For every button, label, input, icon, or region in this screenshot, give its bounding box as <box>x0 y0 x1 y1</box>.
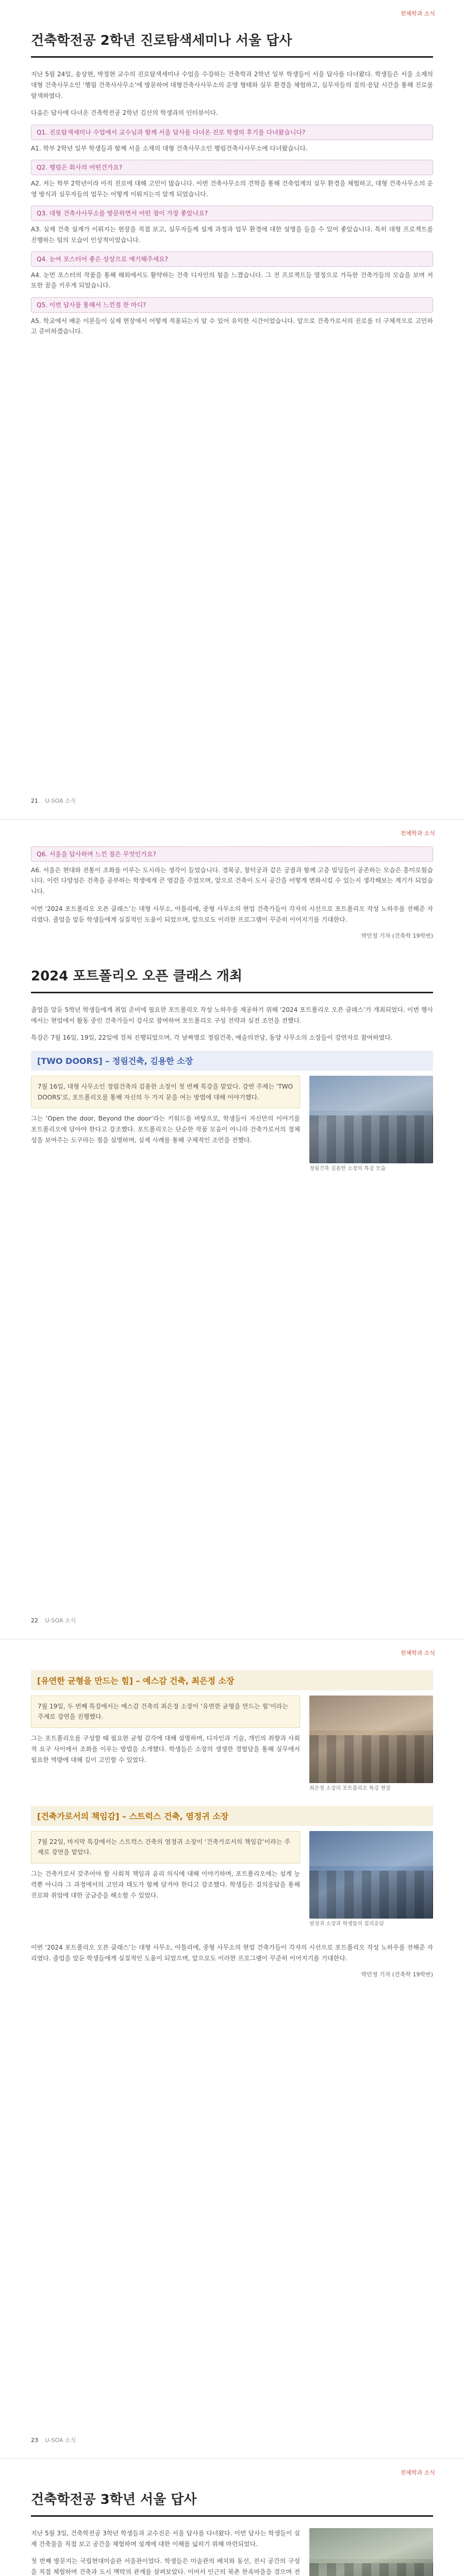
section-paragraph: 그는 포트폴리오를 구성할 때 필요한 균형 감각에 대해 설명하며, 디자인과 기술, 개인의 취향과 사회적 요구 사이에서 조화를 이루는 방법을 소개했다. 학생들은 소장의 생생한 경험담을 통해 실무에서 필요한 역량에 대해 깊이 고민할 수 있었다. <box>31 1734 300 1764</box>
section-lead: 7월 22일, 마지막 특강에서는 스트럭스 건축의 염정귀 소장이 ‘건축가로서의 책임감’이라는 주제로 강연을 맡았다. <box>31 1831 300 1863</box>
section-text <box>31 1831 300 1907</box>
answer: A5. 학교에서 배운 이론들이 실제 현장에서 어떻게 적용되는지 알 수 있어 유익한 시간이었습니다. 앞으로 건축가로서의 진로를 더 구체적으로 고민하고 준비하겠습니다. <box>31 317 433 335</box>
photo-block <box>309 1076 433 1179</box>
page-number: 21 <box>31 798 38 804</box>
question: Q2. 행림은 회사의 어떤건가요? <box>31 160 433 175</box>
section-heading: [유연한 균형을 만드는 힘] – 예스감 건축, 최은정 소장 <box>31 1670 433 1690</box>
answer: A6. 서울은 현대와 전통이 조화를 이루는 도시라는 생각이 들었습니다. 경복궁, 창덕궁과 같은 궁궐과 함께 고층 빌딩들이 공존하는 모습은 흥미로웠습니다. 이런 다양성은 건축을 공부하는 학생에게 큰 영감을 주었으며, 앞으로 건축이 도시 공간을 어떻게 변화시킬 수 있는지 생각해보는 계기가 되었습니다. <box>31 867 433 895</box>
answer: A2. 저는 학부 2학년이라 아직 진로에 대해 고민이 많습니다. 이번 건축사무소의 견학을 통해 건축업계의 실무 환경을 체험하고, 대형 건축사무소의 운영 방식과 실무자들의 업무는 어떻게 이뤄지는지 알게 되었습니다. <box>31 180 433 198</box>
photo-column <box>309 2528 433 2576</box>
answer: A4. 눈먼 포스터의 작품을 통해 해외에서도 활약하는 건축 디자인의 힘을 느꼈습니다. 그 전 프로젝트들 열정으로 가득한 건축가들의 모습을 보며 저 또한 꿈을 키우게 되었습니다. <box>31 271 433 290</box>
section-body <box>31 1696 433 1799</box>
paragraph: 지난 5월 3일, 건축학전공 3학년 학생들과 교수진은 서울 답사를 다녀왔다. 이번 답사는 학생들이 실제 건축물을 직접 보고 공간을 체험하며 설계에 대한 이해를 넓히기 위해 마련되었다. <box>31 2530 300 2548</box>
lecture-photo <box>309 1696 433 1783</box>
photo-caption: 정림건축 김용한 소장의 특강 모습 <box>309 1166 386 1172</box>
article-outro: 이번 ‘2024 포트폴리오 오픈 클래스’는 대형 사무소, 아틀리에, 중형 사무소의 현업 건축가들이 각자의 시선으로 포트폴리오 작성 노하우를 전해준 자리였다. 졸업을 앞둔 학생들에게 실질적인 도움이 되었으며, 앞으로도 이러한 프로그램이 꾸준히 이어지기를 기대한다. <box>31 905 433 924</box>
footer-source: U-SOA 소식 <box>45 798 76 804</box>
photo-caption: 최은정 소장의 포트폴리오 특강 현장 <box>309 1786 391 1791</box>
article-title: 건축학전공 3학년 서울 답사 <box>31 2489 433 2517</box>
section-paragraph: 그는 건축가로서 갖추어야 할 사회적 책임과 윤리 의식에 대해 이야기하며, 포트폴리오에는 설계 능력뿐 아니라 그 과정에서의 고민과 태도가 함께 담겨야 한다고 강조했다. 학생들은 질의응답을 통해 진로와 취업에 대한 궁금증을 해소할 수 있었다. <box>31 1870 300 1899</box>
photo-block <box>309 1696 433 1799</box>
question: Q4. 눈여 포스터어 좋은 상상으로 얘기해주세요? <box>31 251 433 267</box>
article-text <box>31 2528 300 2576</box>
question: Q6. 서울을 답사하며 느낀 점은 무엇인가요? <box>31 846 433 862</box>
article-intro-2: 특강은 7월 16일, 19일, 22일에 걸쳐 진행되었으며, 각 날짜별로 정림건축, 예술의전당, 동양 사무소의 소장들이 강연자로 참여하였다. <box>31 1034 393 1042</box>
section-paragraph: 그는 ‘Open the door, Beyond the door’라는 키워드를 바탕으로, 학생들이 자신만의 이야기를 포트폴리오에 담아야 한다고 강조했다. 포트폴리오는 단순한 작품 모음이 아니라 건축가로서의 정체성을 보여주는 도구라는 점을 설명하며, 실제 사례를 통해 구체적인 조언을 전했다. <box>31 1114 300 1144</box>
section-text <box>31 1076 300 1152</box>
page-24 <box>0 2459 464 2576</box>
article-title: 2024 포트폴리오 오픈 클래스 개최 <box>31 965 433 993</box>
page-footer <box>31 2436 76 2444</box>
page-22 <box>0 820 464 1639</box>
footer-source: U-SOA 소식 <box>45 2437 76 2444</box>
lecture-photo <box>309 1076 433 1163</box>
page-number: 23 <box>31 2437 38 2444</box>
article-outro: 이번 ‘2024 포트폴리오 오픈 클래스’는 대형 사무소, 아틀리에, 중형 사무소의 현업 건축가들이 각자의 시선으로 포트폴리오 작성 노하우를 전해준 자리였다. 졸업을 앞둔 학생들에게 실질적인 도움이 되었으며, 앞으로도 이러한 프로그램이 꾸준히 이어지기를 기대한다. <box>31 1944 433 1962</box>
page-21 <box>0 0 464 820</box>
section-heading: [TWO DOORS] – 정림건축, 김용한 소장 <box>31 1050 433 1071</box>
page-tag: 전체학과 소식 <box>400 1650 435 1656</box>
site-photo <box>309 2528 433 2576</box>
page-tag: 전체학과 소식 <box>400 10 435 17</box>
section-lead: 7월 19일, 두 번째 특강에서는 예스감 건축의 최은정 소장이 ‘유연한 균형을 만드는 힘’이라는 주제로 강연을 진행했다. <box>31 1696 300 1728</box>
question: Q5. 이번 답사를 통해서 느낀점 한 마디? <box>31 297 433 313</box>
question: Q3. 대형 건축사사무소를 방문하면서 어떤 점이 가장 좋았나요? <box>31 206 433 221</box>
page-tag: 전체학과 소식 <box>400 830 435 837</box>
section-heading: [건축가로서의 책임감] – 스트럭스 건축, 염정귀 소장 <box>31 1806 433 1826</box>
page-footer <box>31 796 76 805</box>
lecture-photo <box>309 1831 433 1919</box>
article-intro: 지난 5월 24일, 송상현, 박정현 교수의 진로탐색세미나 수업을 수강하는 건축학과 2학년 일부 학생들이 서울 답사를 다녀왔다. 학생들은 서울 소재의 대형 건축사무소인 ‘행림 건축사사무소’에 방문하여 대형건축사사무소의 운영 형태와 실무 환경을 체험하고, 실무자들의 질의·응답 시간을 통해 진로를 탐색하였다. <box>31 71 433 99</box>
article-intro-2: 다음은 답사에 다녀온 건축학전공 2학년 김산의 학생과의 인터뷰이다. <box>31 109 218 116</box>
page-22-continued <box>0 1639 464 2459</box>
page-tag: 전체학과 소식 <box>400 2469 435 2476</box>
page-footer <box>31 1616 76 1624</box>
question: Q1. 진로탐색세미나 수업에서 교수님과 함께 서울 답사를 다녀온 진로 학생의 후기를 다녀왔습니다? <box>31 125 433 140</box>
photo-block <box>309 1831 433 1934</box>
answer: A1. 학부 2학년 일부 학생들과 함께 서울 소재의 대형 건축사무소인 행림건축사사무소에 다녀왔습니다. <box>31 145 308 152</box>
article-intro: 졸업을 앞둔 5학년 학생들에게 취업 준비에 필요한 포트폴리오 작성 노하우를 제공하기 위해 ‘2024 포트폴리오 오픈 클래스’가 개최되었다. 이번 행사에서는 현업에서 활동 중인 건축가들이 강사로 참여하여 포트폴리오 구성 전략과 실전 조언을 전했다. <box>31 1006 433 1025</box>
byline: 박민정 기자 (건축학 19학번) <box>361 1971 433 1978</box>
byline: 박민정 기자 (건축학 19학번) <box>361 933 433 940</box>
photo-caption: 염정귀 소장과 학생들의 질의응답 <box>309 1921 384 1927</box>
section-text <box>31 1696 300 1772</box>
section-body <box>31 1076 433 1179</box>
page-number: 22 <box>31 1617 38 1624</box>
answer: A3. 실제 건축 설계가 이뤄지는 현장을 직접 보고, 실무자들께 설계 과정과 업무 환경에 대한 설명을 들을 수 있어 좋았습니다. 특히 대형 프로젝트를 진행하는 팀의 모습이 인상적이었습니다. <box>31 226 433 244</box>
footer-source: U-SOA 소식 <box>45 1617 76 1624</box>
section-lead: 7월 16일, 대형 사무소인 정림건축의 김용한 소장이 첫 번째 특강을 맡았다. 강연 주제는 ‘TWO DOORS’로, 포트폴리오를 통해 자신의 두 가지 문을 여는 방법에 대해 이야기했다. <box>31 1076 300 1108</box>
section-body <box>31 1831 433 1934</box>
paragraph: 첫 번째 방문지는 국립현대미술관 서울관이었다. 학생들은 미술관의 배치와 동선, 전시 공간의 구성을 직접 체험하며 건축과 도시 맥락의 관계를 살펴보았다. 이어서 인근의 북촌 한옥마을을 걸으며 전 <box>31 2557 300 2575</box>
article-body <box>31 2528 433 2576</box>
article-title: 건축학전공 2학년 진로탐색세미나 서울 답사 <box>31 30 433 58</box>
